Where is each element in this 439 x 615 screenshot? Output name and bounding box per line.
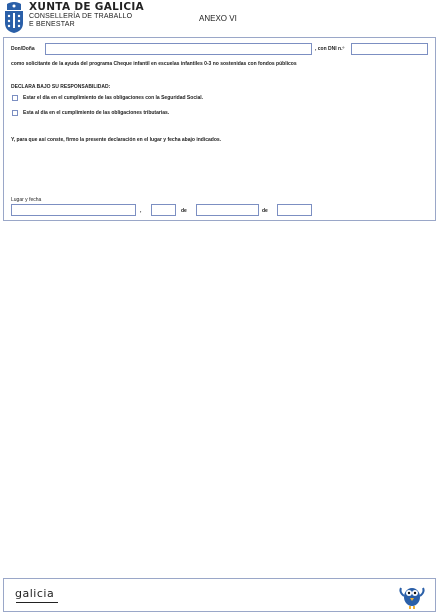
galicia-logo-underline (16, 602, 58, 603)
xunta-seal-icon (3, 1, 25, 34)
social-security-checkbox[interactable] (12, 95, 18, 101)
page-header (0, 0, 439, 36)
org-name: XUNTA DE GALICIA (29, 1, 144, 13)
year-field[interactable] (277, 204, 312, 216)
de-label-2: de (262, 208, 268, 214)
social-security-label: Estar el día en el cumplimiento de las obligaciones con la Seguridad Social. (23, 95, 204, 101)
page-footer (3, 578, 436, 612)
dni-label: , con DNI n.º (315, 46, 345, 52)
de-label-1: de (181, 208, 187, 214)
solicitant-text: como solicitante de la ayuda del programa Cheque infantil en escuelas infantiles 0-3 no sostenidas con fondos públicos (11, 61, 297, 67)
department-line-2: E BENESTAR (29, 21, 75, 28)
department-name (29, 13, 132, 29)
tax-obligations-checkbox[interactable] (12, 110, 18, 116)
comma-separator: , (140, 208, 142, 214)
declaration-form (3, 37, 436, 221)
declara-heading: DECLARA BAJO SU RESPONSABILIDAD: (11, 84, 111, 90)
tax-obligations-label: Esta al día en el cumplimiento de las obligaciones tributarias. (23, 110, 170, 116)
department-line-1: CONSELLERÍA DE TRABALLO (29, 13, 133, 20)
day-field[interactable] (151, 204, 176, 216)
closing-text: Y, para que así conste, firmo la presente declaración en el lugar y fecha abajo indicados. (11, 137, 222, 143)
month-field[interactable] (196, 204, 259, 216)
annex-title: ANEXO VI (199, 14, 237, 23)
mascot-icon (397, 582, 427, 610)
dni-field[interactable] (351, 43, 428, 55)
place-date-label: Lugar y fecha (11, 197, 42, 203)
galicia-logo: galicia (15, 587, 55, 600)
name-label: Don/Doña (11, 46, 35, 52)
place-field[interactable] (11, 204, 136, 216)
name-field[interactable] (45, 43, 312, 55)
